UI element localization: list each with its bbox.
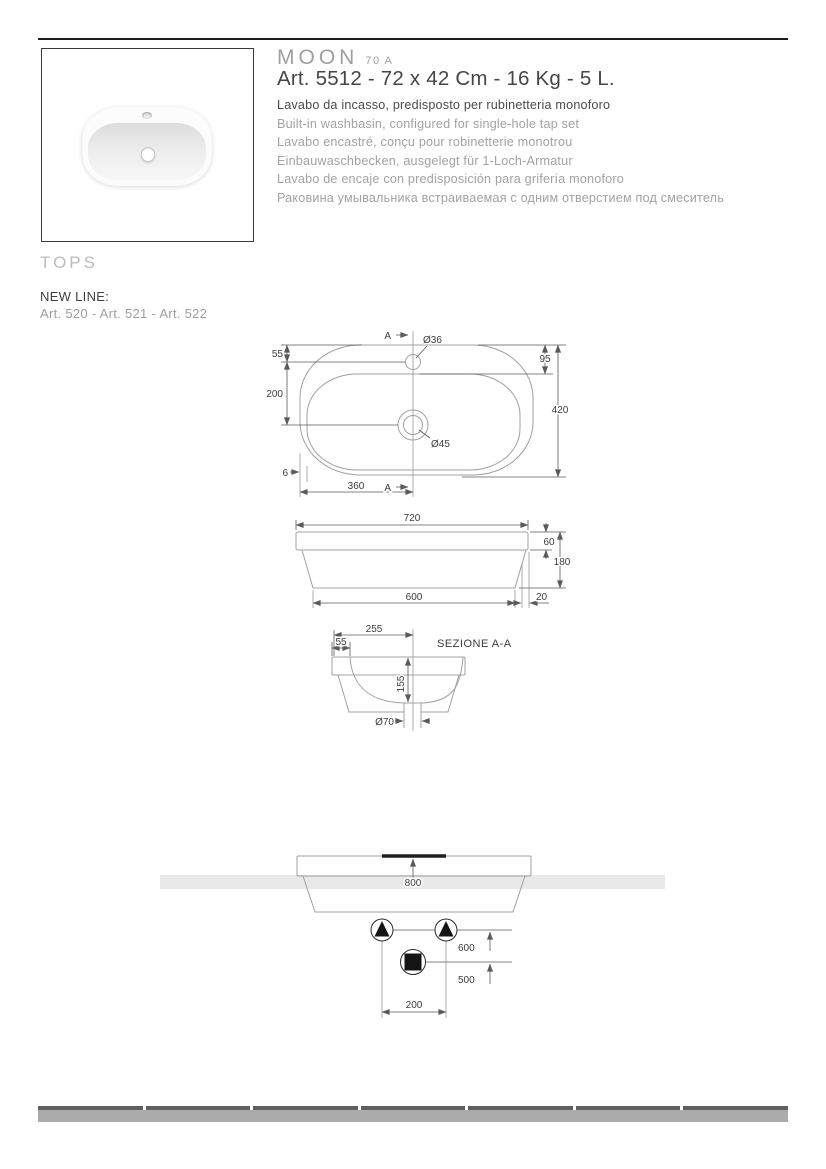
- product-code: 70 A: [365, 55, 394, 67]
- new-line-articles: Art. 520 - Art. 521 - Art. 522: [40, 306, 208, 321]
- footer-segment: [146, 1106, 251, 1110]
- dim-70-label: Ø70: [375, 717, 394, 728]
- footer-segment: [361, 1106, 466, 1110]
- basin-inner-outline: [307, 374, 520, 470]
- footer-segment: [468, 1106, 573, 1110]
- footer-bar: [38, 1106, 788, 1122]
- front-view-dimension-lines: [296, 520, 566, 608]
- description-de: Einbauwaschbecken, ausgelegt für 1-Loch-Armatur: [277, 153, 573, 168]
- description-it: Lavabo da incasso, predisposto per rubinetteria monoforo: [277, 98, 611, 112]
- section-title-label: SEZIONE A-A: [437, 638, 512, 650]
- description-en: Built-in washbasin, configured for single-hole tap set: [277, 116, 580, 131]
- dim-155-label: 155: [396, 675, 407, 693]
- front-body-outline: [302, 550, 526, 588]
- dim-420-label: 420: [551, 405, 569, 416]
- dim-20-label: 20: [536, 592, 548, 603]
- section-arrow-bottom-label: A: [384, 483, 391, 494]
- top-view: [266, 331, 568, 497]
- drain-outlet-symbol: [401, 950, 426, 975]
- section-arrow-top-label: A: [384, 331, 391, 342]
- dim-600-install-label: 600: [458, 943, 475, 954]
- dim-drain-diameter-label: Ø45: [431, 439, 450, 450]
- dim-720-label: 720: [403, 513, 421, 524]
- front-rim-outline: [296, 532, 528, 550]
- description-ru: Раковина умывальника встраиваемая с одним отверстием под смеситель: [277, 190, 724, 205]
- footer-gray-bar: [38, 1110, 788, 1122]
- section-rim-outline: [332, 657, 465, 675]
- collection-title: TOPS: [40, 253, 98, 272]
- section-view: [332, 624, 512, 731]
- article-line: Art. 5512 - 72 x 42 Cm - 16 Kg - 5 L.: [277, 67, 615, 90]
- top-view-dimension-lines: [281, 335, 566, 497]
- dim-tap-diameter-label: Ø36: [423, 335, 442, 346]
- dim-55-label: 55: [271, 349, 283, 360]
- front-view: [296, 513, 571, 608]
- dim-6-label: 6: [282, 468, 288, 479]
- installation-view: [160, 856, 665, 1018]
- description-fr: Lavabo encastré, conçu pour robinetterie monotrou: [277, 135, 573, 150]
- product-name: MOON: [277, 46, 359, 69]
- dim-60-label: 60: [543, 537, 555, 548]
- dim-255-label: 255: [365, 624, 383, 635]
- dim-360-label: 360: [347, 481, 365, 492]
- footer-segment-row: [38, 1106, 788, 1110]
- footer-segment: [576, 1106, 681, 1110]
- new-line-label: NEW LINE:: [40, 289, 110, 304]
- dim-95-label: 95: [539, 354, 551, 365]
- water-supply-symbol-left: [371, 919, 393, 941]
- dim-200-install-label: 200: [405, 1000, 423, 1011]
- dim-500-label: 500: [458, 975, 475, 986]
- footer-segment: [253, 1106, 358, 1110]
- dim-55-section-label: 55: [335, 637, 347, 648]
- dim-800-label: 800: [404, 878, 422, 889]
- footer-segment: [683, 1106, 788, 1110]
- dim-600-label: 600: [405, 592, 423, 603]
- footer-segment: [38, 1106, 143, 1110]
- description-es: Lavabo de encaje con predisposición para grifería monoforo: [277, 172, 624, 187]
- install-rim-outline: [297, 856, 531, 876]
- dim-180-label: 180: [553, 557, 571, 568]
- water-supply-symbol-right: [435, 919, 457, 941]
- dim-200-label: 200: [266, 389, 283, 400]
